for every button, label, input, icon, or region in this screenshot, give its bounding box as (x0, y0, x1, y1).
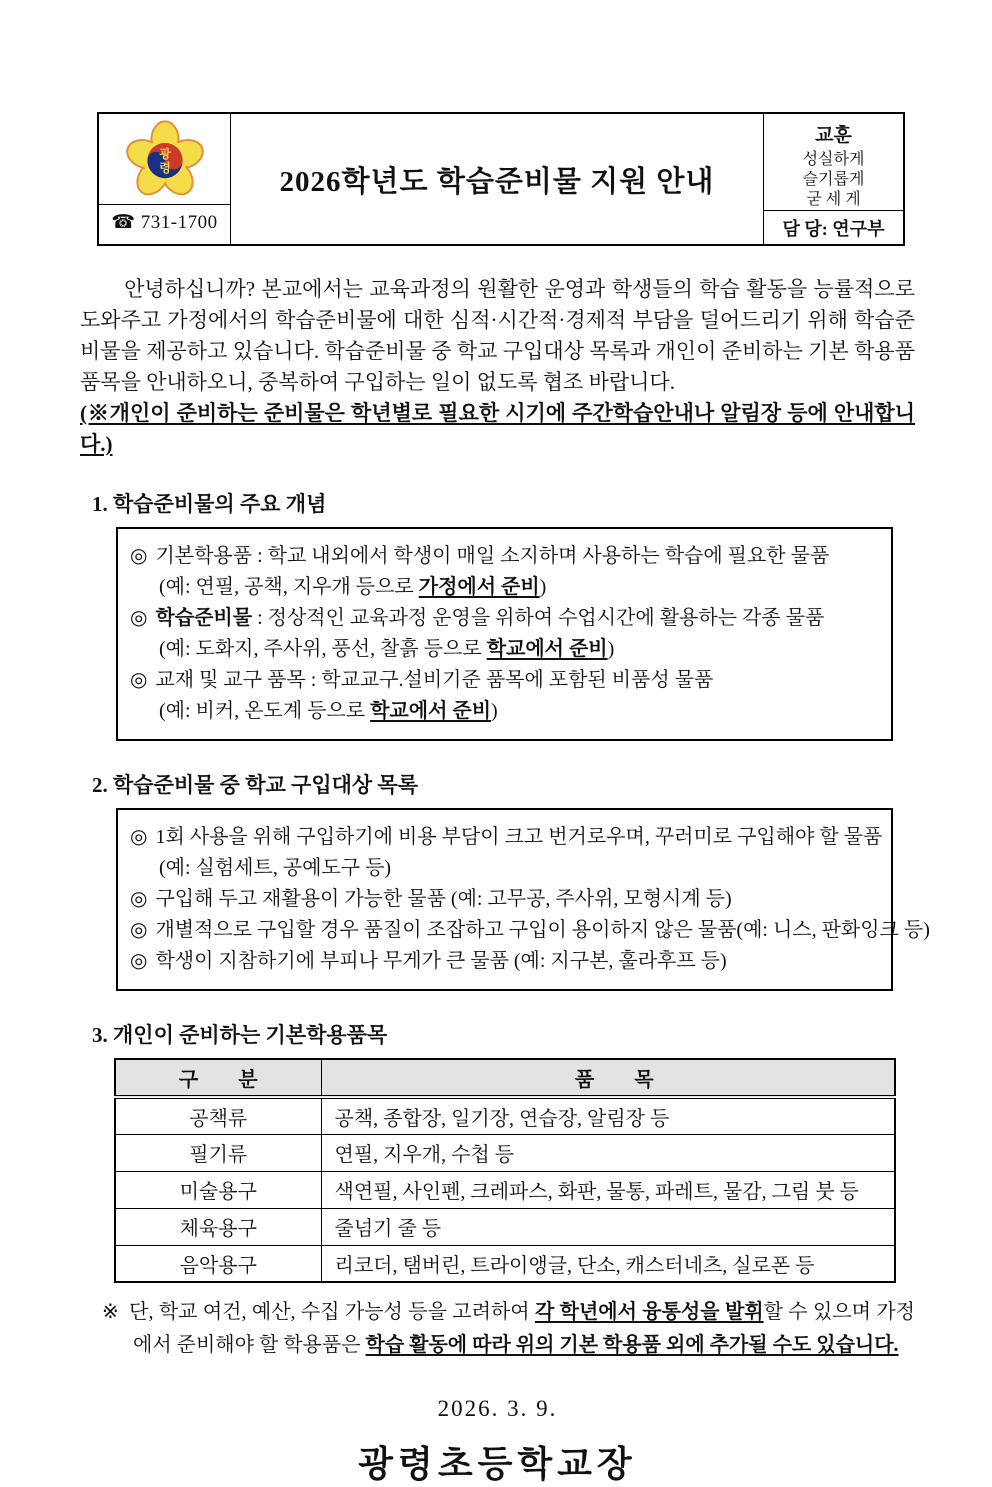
emblem-char-2: 령 (158, 160, 171, 175)
motto-line: 성실하게 (802, 151, 865, 168)
bullet-icon: ◎ (130, 888, 148, 910)
footnote-text: 단, 학교 여건, 예산, 수집 가능성 등을 고려하여 (129, 1301, 535, 1323)
column-header-category: 구 분 (115, 1059, 321, 1097)
column-header-items: 품 목 (321, 1059, 895, 1097)
phone-icon: ☎ (111, 212, 136, 233)
table-row (115, 1134, 895, 1171)
purchase-item-text: 구입해 두고 재활용이 가능한 물품 (예: 고무공, 주사위, 모형시계 등) (155, 888, 732, 910)
purchase-item-text: 학생이 지참하기에 부피나 무게가 큰 물품 (예: 지구본, 훌라후프 등) (155, 950, 727, 972)
emblem-char-1: 광 (158, 147, 171, 162)
category-cell: 미술용구 (115, 1171, 321, 1208)
header-left-column (99, 114, 231, 244)
category-cell: 체육용구 (115, 1208, 321, 1245)
document-header (97, 112, 905, 246)
section3-heading: 3. 개인이 준비하는 기본학용품목 (92, 1023, 388, 1047)
school-logo-cell (99, 114, 230, 204)
concept-example-highlight: 가정에서 준비 (418, 576, 540, 598)
items-cell: 색연필, 사인펜, 크레파스, 화판, 물통, 파레트, 물감, 그림 붓 등 (321, 1171, 895, 1208)
document-title: 2026학년도 학습준비물 지원 안내 (279, 165, 715, 198)
purchase-item (130, 915, 930, 946)
purchase-item (130, 884, 881, 915)
concept-box (116, 527, 893, 741)
manager-cell: 담 당: 연구부 (764, 210, 903, 244)
items-cell: 줄넘기 줄 등 (321, 1208, 895, 1245)
category-cell: 필기류 (115, 1134, 321, 1171)
concept-definition: : 학교교구.설비기준 품목에 포함된 비품성 물품 (305, 669, 714, 691)
items-cell: 연필, 지우개, 수첩 등 (321, 1134, 895, 1171)
school-motto (764, 114, 903, 210)
bullet-icon: ◎ (130, 669, 148, 691)
purchase-item-text: 개별적으로 구입할 경우 품질이 조잡하고 구입이 용이하지 않은 물품(예: 니스, 판화잉크 등) (155, 919, 930, 941)
school-purchase-box (116, 808, 930, 991)
concept-example: (예: 비커, 온도계 등으로 (159, 700, 371, 722)
intro-paragraph (80, 274, 915, 460)
section2-heading: 2. 학습준비물 중 학교 구입대상 목록 (92, 773, 419, 797)
motto-label: 교훈 (815, 125, 852, 146)
bullet-icon: ◎ (130, 545, 148, 567)
phone-number: 731-1700 (140, 211, 218, 233)
header-right-column (763, 114, 903, 244)
concept-example-highlight: 학교에서 준비 (370, 700, 492, 722)
bullet-icon: ◎ (130, 607, 148, 629)
motto-line: 굳 세 게 (806, 191, 861, 208)
concept-definition: : 정상적인 교육과정 운영을 위하여 수업시간에 활용하는 각종 물품 (252, 607, 825, 629)
table-row (115, 1097, 895, 1134)
category-cell: 음악용구 (115, 1245, 321, 1282)
school-phone (99, 204, 230, 240)
concept-example: (예: 도화지, 주사위, 풍선, 찰흙 등으로 (159, 638, 487, 660)
concept-term: 기본학용품 (155, 545, 253, 567)
category-cell: 공책류 (115, 1097, 321, 1134)
bullet-icon: ◎ (130, 919, 148, 941)
concept-term: 학습준비물 (155, 607, 253, 629)
table-row (115, 1171, 895, 1208)
items-cell: 공책, 종합장, 일기장, 연습장, 알림장 등 (321, 1097, 895, 1134)
table-row (115, 1245, 895, 1282)
section1-heading: 1. 학습준비물의 주요 개념 (92, 492, 327, 516)
header-title-cell (231, 114, 763, 244)
intro-note-text: (※개인이 준비하는 준비물은 학년별로 필요한 시기에 주간학습안내나 알림장 등에 안내합니다.) (80, 401, 915, 456)
concept-term: 교재 및 교구 품목 (155, 669, 306, 691)
concept-item: ◎ 교재 및 교구 품목 : 학교교구.설비기준 품목에 포함된 비품성 물품 (예: 비커, 온도계 등으로 학교에서 준비) (130, 669, 714, 722)
table-header-row (115, 1059, 895, 1097)
school-emblem-icon (123, 119, 207, 199)
footnote: ※ 단, 학교 여건, 예산, 수집 가능성 등을 고려하여 각 학년에서 융통성을 발휘할 수 있으며 가정에서 준비해야 할 학용품은 학습 활동에 따라 위의 기본 학용품 외에 추가될 수도 있습니다. (102, 1301, 915, 1356)
purchase-item-example: (예: 실험세트, 공예도구 등) (159, 857, 392, 879)
purchase-item-text: 1회 사용을 위해 구입하기에 비용 부담이 크고 번거로우며, 꾸러미로 구입해야 할 물품 (155, 826, 883, 848)
concept-example: (예: 연필, 공책, 지우개 등으로 (159, 576, 419, 598)
motto-line: 슬기롭게 (802, 171, 865, 188)
footnote-highlight: 각 학년에서 융통성을 발휘 (534, 1301, 764, 1323)
purchase-item (130, 822, 881, 884)
intro-body-text: 안녕하십니까? 본교에서는 교육과정의 원활한 운영과 학생들의 학습 활동을 능률적으로 도와주고 가정에서의 학습준비물에 대한 심적·시간적·경제적 부담을 덜어드리기 위해 학습준비물을 제공하고 있습니다. 학습준비물 중 학교 구입대상 목록과 개인이 준비하는 기본 학용품 품목을 안내하오니, 중복하여 구입하는 일이 없도록 협조 바랍니다. (80, 277, 915, 394)
concept-example-highlight: 학교에서 준비 (486, 638, 608, 660)
items-cell: 리코더, 탬버린, 트라이앵글, 단소, 캐스터네츠, 실로폰 등 (321, 1245, 895, 1282)
supplies-table (114, 1058, 896, 1283)
issue-date: 2026. 3. 9. (437, 1396, 558, 1421)
concept-item: ◎ 학습준비물 : 정상적인 교육과정 운영을 위하여 수업시간에 활용하는 각종 물품 (예: 도화지, 주사위, 풍선, 찰흙 등으로 학교에서 준비) (130, 607, 825, 660)
concept-definition: : 학교 내외에서 학생이 매일 소지하며 사용하는 학습에 필요한 물품 (252, 545, 830, 567)
concept-item: ◎ 기본학용품 : 학교 내외에서 학생이 매일 소지하며 사용하는 학습에 필요한 물품 (예: 연필, 공책, 지우개 등으로 가정에서 준비) (130, 545, 830, 598)
signer-name: 광령초등학교장 (358, 1444, 637, 1484)
footnote-highlight: 학습 활동에 따라 위의 기본 학용품 외에 추가될 수도 있습니다. (365, 1334, 899, 1356)
bullet-icon: ◎ (130, 826, 148, 848)
bullet-icon: ◎ (130, 950, 148, 972)
table-row (115, 1208, 895, 1245)
purchase-item (130, 946, 881, 977)
footnote-marker: ※ (102, 1301, 120, 1323)
